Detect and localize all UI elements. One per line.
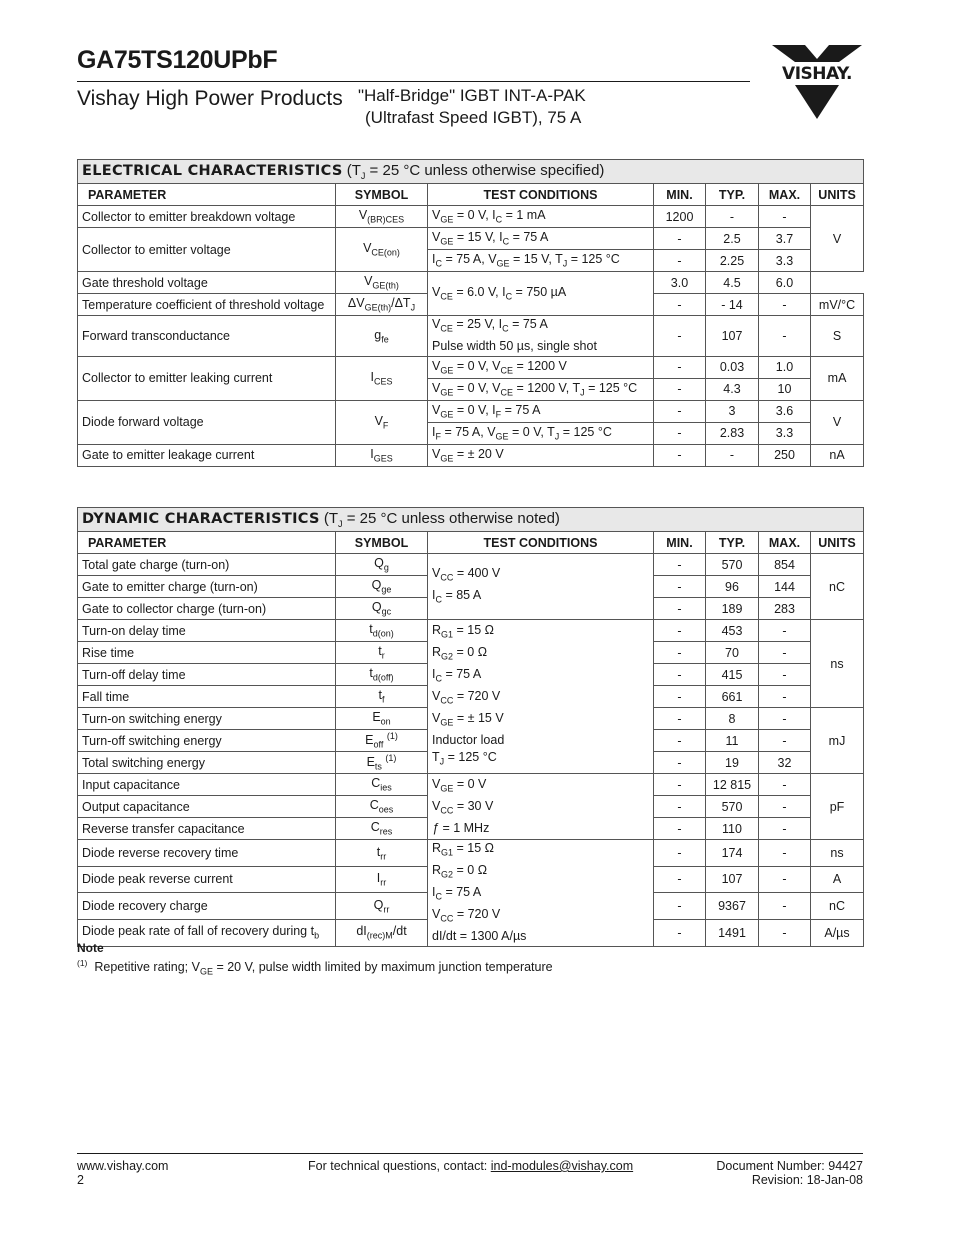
table-row: Turn-off delay time $t_{d(off)}$ - 415 - [78, 664, 864, 686]
table-row: Gate threshold voltage $V_{GE(th)}$ $V_{CE} = 6.0$ V, $I_C = 750$ µA 3.0 4.5 6.0 [78, 272, 864, 294]
table-header: PARAMETER SYMBOL TEST CONDITIONS MIN. TYP. MAX. UNITS [78, 532, 864, 554]
document-number: Document Number: 94427 [716, 1159, 863, 1173]
table-row: Gate to collector charge (turn-on) $Q_{gc}$ - 189 283 [78, 598, 864, 620]
table-row: Fall time $t_f$ - 661 - [78, 686, 864, 708]
table-row: Output capacitance $C_{oes}$ - 570 - [78, 796, 864, 818]
note-heading: Note [77, 941, 104, 955]
table-row: Turn-off switching energy $E_{off}$ $^{(1)}$ - 11 - [78, 730, 864, 752]
dynamic-characteristics-table [77, 507, 864, 947]
table-row: Turn-on delay time $t_{d(on)}$ $R_{G1} = 15$ Ω $R_{G2} = 0$ Ω $I_C = 75$ A $V_{CC} = 720$ V $V_{GE}$ = ± 15 V Inductor load $T_J = 125$ °C - 453 - ns [78, 620, 864, 642]
electrical-characteristics-table [77, 159, 864, 467]
revision: Revision: 18-Jan-08 [751, 1173, 863, 1187]
table-row: Collector to emitter breakdown voltage $V_{(BR)CES}$ $V_{GE} = 0$ V, $I_C = 1$ mA 1200 - - V [78, 206, 864, 228]
table-row: $I_C = 75$ A, $V_{GE} = 15$ V, $T_J = 125$ °C - 2.25 3.3 [78, 250, 864, 272]
table-row: $I_F = 75$ A, $V_{GE} = 0$ V, $T_J = 125$ °C - 2.83 3.3 [78, 422, 864, 444]
table-row: Total gate charge (turn-on) $Q_g$ $V_{CC} = 400$ V $I_C = 85$ A - 570 854 nC [78, 554, 864, 576]
table-row: Gate to emitter charge (turn-on) $Q_{ge}$ - 96 144 [78, 576, 864, 598]
table-row: Reverse transfer capacitance $C_{res}$ - 110 - [78, 818, 864, 840]
logo-text: VISHAY. [782, 64, 852, 84]
page-number: 2 [77, 1173, 84, 1187]
table-row: Input capacitance $C_{ies}$ $V_{GE} = 0$ V $V_{CC} = 30$ V ƒ = 1 MHz - 12 815 - pF [78, 774, 864, 796]
electrical-table-title: ELECTRICAL CHARACTERISTICS ($T_J = 25$ °C unless otherwise specified) [78, 160, 864, 184]
table-header: PARAMETER SYMBOL TEST CONDITIONS MIN. TYP. MAX. UNITS [78, 184, 864, 206]
table-row: $V_{GE} = 0$ V, $V_{CE} = 1200$ V, $T_J = 125$ °C - 4.3 10 [78, 378, 864, 400]
table-row: Collector to emitter leaking current $I_{CES}$ $V_{GE} = 0$ V, $V_{CE} = 1200$ V - 0.03 1.0 mA [78, 356, 864, 378]
note-text: $^{(1)}$ Repetitive rating; $V_{GE} = 20$ V, pulse width limited by maximum junction temperature [77, 958, 553, 977]
dynamic-table-title: DYNAMIC CHARACTERISTICS ($T_J = 25$ °C unless otherwise noted) [78, 508, 864, 532]
table-row: Diode peak reverse current $I_{rr}$ - 107 - A [78, 866, 864, 893]
table-row: Turn-on switching energy $E_{on}$ - 8 - mJ [78, 708, 864, 730]
table-row: Diode peak rate of fall of recovery during $t_b$ $dI_{(rec)M}/dt$ - 1491 - A/µs [78, 919, 864, 946]
table-row: Rise time $t_r$ - 70 - [78, 642, 864, 664]
footer-website[interactable]: www.vishay.com [77, 1159, 169, 1173]
footer-rule [77, 1153, 863, 1154]
footer-contact: For technical questions, contact: ind-modules@vishay.com [308, 1159, 634, 1173]
table-row: Diode reverse recovery time $t_{rr}$ $R_{G1} = 15$ Ω $R_{G2} = 0$ Ω $I_C = 75$ A $V_{CC} = 720$ V dI/dt = 1300 A/µs - 174 - ns [78, 840, 864, 867]
table-row: Diode forward voltage $V_F$ $V_{GE} = 0$ V, $I_F = 75$ A - 3 3.6 V [78, 400, 864, 422]
vishay-logo [768, 43, 866, 121]
table-row: Diode recovery charge $Q_{rr}$ - 9367 - nC [78, 893, 864, 920]
header-rule [77, 81, 750, 82]
table-row: Forward transconductance $g_{fe}$ $V_{CE} = 25$ V, $I_C = 75$ A Pulse width 50 µs, single shot - 107 - S [78, 316, 864, 357]
table-row: Temperature coefficient of threshold voltage $\Delta V_{GE(th)}/\Delta T_J$ - - 14 - mV/°C [78, 294, 864, 316]
company-name: Vishay High Power Products [77, 87, 343, 110]
part-number: GA75TS120UPbF [77, 46, 278, 74]
contact-email-link[interactable]: ind-modules@vishay.com [490, 1159, 634, 1173]
table-row: Collector to emitter voltage $V_{CE(on)}$ $V_{GE} = 15$ V, $I_C = 75$ A - 2.5 3.7 [78, 228, 864, 250]
table-row: Gate to emitter leakage current $I_{GES}$ $V_{GE}$ = ± 20 V - - 250 nA [78, 444, 864, 466]
product-line-2: (Ultrafast Speed IGBT), 75 A [365, 108, 582, 127]
table-row: Total switching energy $E_{ts}$ $^{(1)}$ - 19 32 [78, 752, 864, 774]
product-line-1: "Half-Bridge" IGBT INT-A-PAK [358, 86, 586, 105]
